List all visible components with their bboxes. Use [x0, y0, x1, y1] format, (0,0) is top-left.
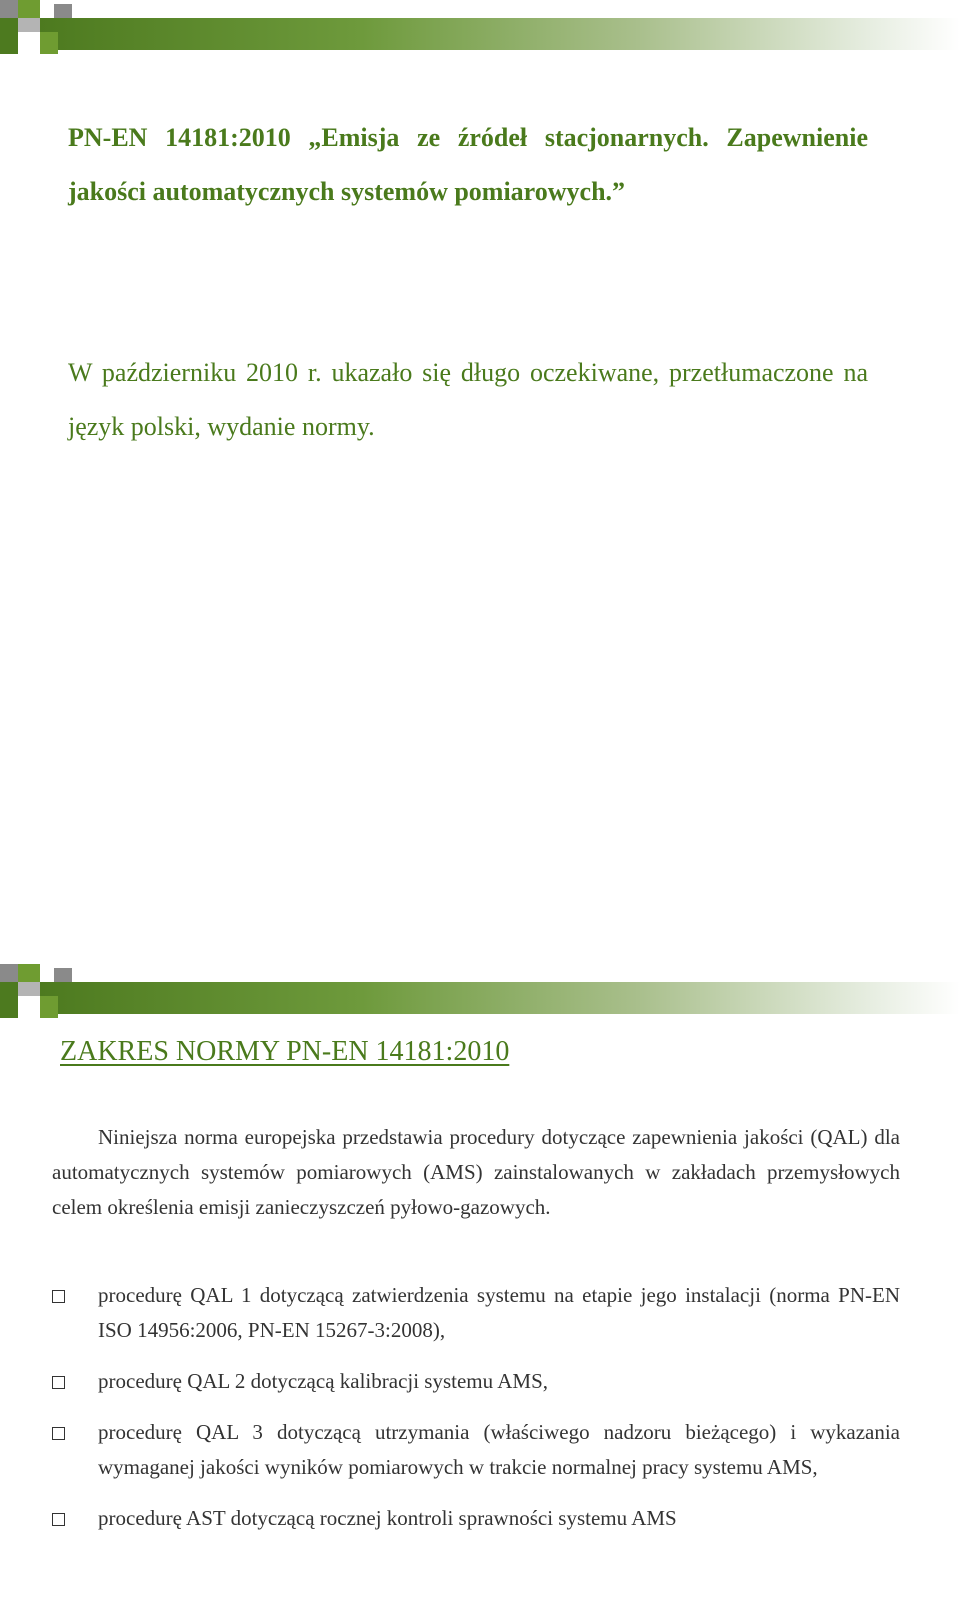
list-item — [52, 1364, 900, 1399]
list-item-text: procedurę QAL 2 dotyczącą kalibracji systemu AMS, — [98, 1369, 549, 1393]
list-item-text: procedurę QAL 3 dotyczącą utrzymania (właściwego nadzoru bieżącego) i wykazania wymaganej jakości wyników pomiarowych w trakcie normalnej pracy systemu AMS, — [98, 1420, 900, 1479]
deco-square — [18, 0, 40, 18]
list-item — [52, 1278, 900, 1348]
deco-square — [54, 968, 72, 982]
slide-2 — [0, 980, 960, 1623]
procedure-list — [52, 1278, 900, 1552]
list-item-text: procedurę AST dotyczącą rocznej kontroli sprawności systemu AMS — [98, 1506, 677, 1530]
deco-square — [0, 964, 18, 982]
slide-1-paragraph: W październiku 2010 r. ukazało się długo oczekiwane, przetłumaczone na język polski, wydanie normy. — [68, 358, 868, 441]
list-item — [52, 1415, 900, 1485]
header-decoration — [0, 964, 960, 1024]
checkbox-bullet-icon — [52, 1290, 65, 1303]
deco-square — [18, 964, 40, 982]
header-gradient-bar — [40, 18, 960, 50]
deco-square — [0, 0, 18, 18]
checkbox-bullet-icon — [52, 1376, 65, 1389]
list-item-text: procedurę QAL 1 dotyczącą zatwierdzenia systemu na etapie jego instalacji (norma PN-EN ISO 14956:2006, PN-EN 15267-3:2008), — [98, 1283, 900, 1342]
deco-square — [18, 18, 40, 32]
intro-paragraph: Niniejsza norma europejska przedstawia procedury dotyczące zapewnienia jakości (QAL) dla automatycznych systemów pomiarowych (AMS) zainstalowanych w zakładach przemysłowych celem określenia emisji zanieczyszczeń pyłowo-gazowych. — [52, 1125, 900, 1219]
section-heading: ZAKRES NORMY PN-EN 14181:2010 — [60, 1036, 510, 1067]
deco-square — [54, 4, 72, 18]
header-decoration — [0, 0, 960, 60]
deco-square — [0, 982, 18, 1018]
checkbox-bullet-icon — [52, 1427, 65, 1440]
list-item — [52, 1501, 900, 1536]
deco-square — [0, 18, 18, 54]
deco-square — [40, 996, 58, 1018]
deco-square — [40, 32, 58, 54]
deco-square — [18, 982, 40, 996]
header-gradient-bar — [40, 982, 960, 1014]
slide-1-title: PN-EN 14181:2010 „Emisja ze źródeł stacjonarnych. Zapewnienie jakości automatycznych systemów pomiarowych.” — [68, 123, 868, 206]
checkbox-bullet-icon — [52, 1513, 65, 1526]
